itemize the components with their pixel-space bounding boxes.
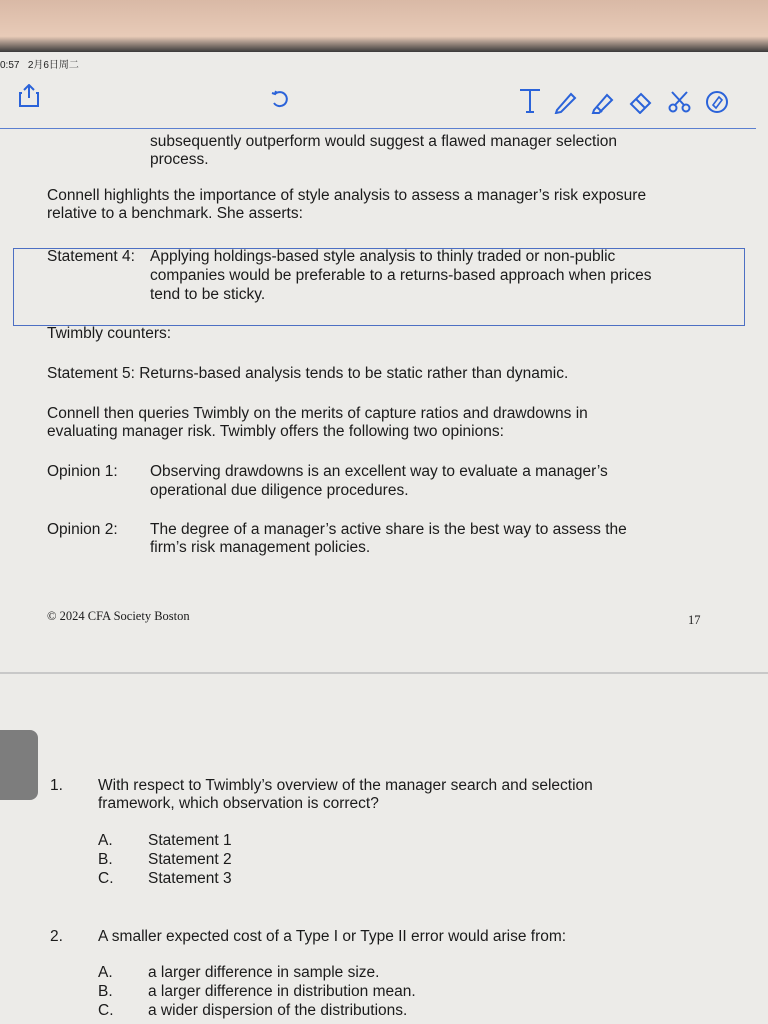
intro-line-1: Connell highlights the importance of style analysis to assess a manager’s risk exposure bbox=[47, 187, 647, 204]
opinion-2-label: Opinion 2: bbox=[47, 521, 118, 538]
counter-text: Twimbly counters: bbox=[47, 325, 172, 342]
question-2-option-c[interactable]: a wider dispersion of the distributions. bbox=[148, 1002, 408, 1019]
status-time: 0:57 bbox=[0, 60, 20, 71]
opinion-1-line-1: Observing drawdowns is an excellent way to evaluate a manager’s bbox=[150, 463, 608, 480]
question-2-option-b[interactable]: a larger difference in distribution mean. bbox=[148, 983, 416, 1000]
question-2-option-a-letter: A. bbox=[98, 964, 113, 981]
page-divider bbox=[0, 672, 768, 674]
text-tool-icon[interactable] bbox=[518, 88, 542, 118]
page-number: 17 bbox=[688, 613, 701, 627]
question-2-option-a[interactable]: a larger difference in sample size. bbox=[148, 964, 380, 981]
pen-icon[interactable] bbox=[553, 90, 579, 118]
side-panel-handle[interactable] bbox=[0, 730, 38, 800]
opinion-1-line-2: operational due diligence procedures. bbox=[150, 482, 409, 499]
question-1-option-c[interactable]: Statement 3 bbox=[148, 870, 232, 887]
footer-copyright: © 2024 CFA Society Boston bbox=[47, 609, 190, 623]
question-1-option-b-letter: B. bbox=[98, 851, 113, 868]
annotation-toolbar bbox=[0, 76, 768, 126]
statement-4-label: Statement 4: bbox=[47, 248, 135, 265]
scissors-icon[interactable] bbox=[667, 90, 693, 118]
statement-5: Statement 5: Returns-based analysis tends to be static rather than dynamic. bbox=[47, 365, 569, 382]
status-date: 2月6日周二 bbox=[27, 60, 79, 71]
highlighter-icon[interactable] bbox=[590, 90, 616, 118]
opinion-2-line-1: The degree of a manager’s active share is the best way to assess the bbox=[150, 521, 627, 538]
question-2-line-1: A smaller expected cost of a Type I or Type II error would arise from: bbox=[98, 928, 567, 945]
status-bar bbox=[0, 56, 79, 71]
question-1-option-a-letter: A. bbox=[98, 832, 113, 849]
opinion-2-line-2: firm’s risk management policies. bbox=[150, 539, 371, 556]
question-1-line-2: framework, which observation is correct? bbox=[98, 795, 379, 812]
share-icon[interactable] bbox=[18, 84, 40, 112]
screen bbox=[0, 52, 768, 1024]
question-2-option-b-letter: B. bbox=[98, 983, 113, 1000]
undo-icon[interactable] bbox=[270, 90, 290, 114]
opinion-1-label: Opinion 1: bbox=[47, 463, 118, 480]
device-bezel bbox=[0, 0, 768, 52]
lasso-icon[interactable] bbox=[704, 89, 730, 119]
question-1-option-b[interactable]: Statement 2 bbox=[148, 851, 232, 868]
question-1-number: 1. bbox=[50, 777, 63, 794]
toolbar-rule bbox=[0, 128, 756, 129]
intro-line-2: relative to a benchmark. She asserts: bbox=[47, 205, 303, 222]
query-line-1: Connell then queries Twimbly on the merits of capture ratios and drawdowns in bbox=[47, 405, 588, 422]
query-line-2: evaluating manager risk. Twimbly offers the following two opinions: bbox=[47, 423, 504, 440]
question-2-option-c-letter: C. bbox=[98, 1002, 114, 1019]
continued-text-line-2: process. bbox=[150, 151, 209, 168]
eraser-icon[interactable] bbox=[628, 90, 654, 118]
continued-text-line-1: subsequently outperform would suggest a flawed manager selection bbox=[150, 133, 617, 150]
statement-4-line-2: companies would be preferable to a returns-based approach when prices bbox=[150, 267, 652, 284]
question-1-option-a[interactable]: Statement 1 bbox=[148, 832, 232, 849]
question-2-number: 2. bbox=[50, 928, 63, 945]
question-1-option-c-letter: C. bbox=[98, 870, 114, 887]
statement-4-line-1: Applying holdings-based style analysis to thinly traded or non-public bbox=[150, 248, 616, 265]
statement-4-line-3: tend to be sticky. bbox=[150, 286, 266, 303]
question-1-line-1: With respect to Twimbly’s overview of the manager search and selection bbox=[98, 777, 593, 794]
